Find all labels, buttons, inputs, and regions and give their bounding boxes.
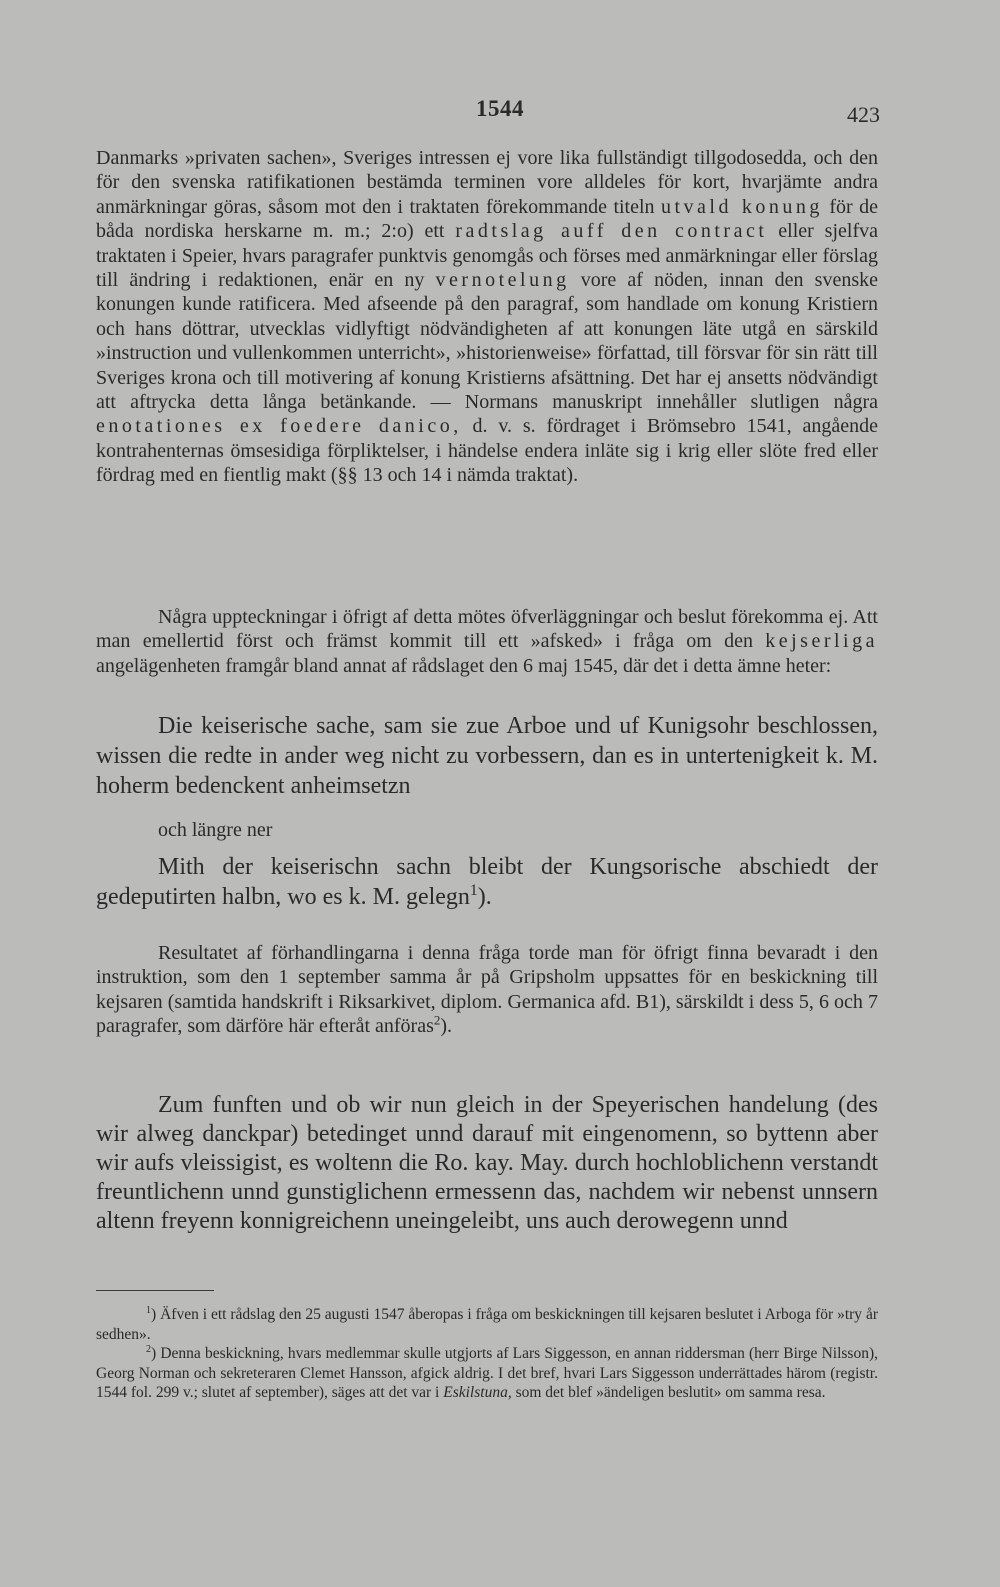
footnote-reference: 2 [433, 1012, 441, 1028]
footnote-text: som det blef »ändeligen beslutit» om samma resa. [511, 1384, 826, 1401]
text-run: Danmarks »privaten sachen», Sveriges intressen ej vore lika fullständigt tillgodosedda, och den för den svenska ratifikationen bestämda terminen vore alldeles för kort, hvarjämte andra anmärkningar göras, såsom mot den i traktaten förekommande titeln [96, 147, 878, 218]
footnote-1 [96, 1305, 878, 1344]
footnote-italic-text: Eskilstuna, [443, 1384, 512, 1401]
text-run: för de båda nordiska herskarne m. m.; 2:o) ett [96, 195, 879, 243]
quotation: Zum funften und ob wir nun gleich in der Speyerischen handelung (des wir alweg danckpar) betedinget unnd darauf mit eingenomenn, so byttenn aber wir aufs vleissigist, es woltenn die Ro. kay. May. durch hochloblichenn verstandt freuntlichenn unnd gunstiglichenn ermessenn das, nachdem wir nebenst unnsern altenn freyenn konnigreichenn uneingeleibt, uns auch derowegenn unnd [96, 1092, 878, 1234]
footnote-text: ) Äfven i ett rådslag den 25 augusti 1547 åberopas i fråga om beskickningen till kejsaren beslutet i Arboga för »try år sedhen». [96, 1306, 878, 1343]
spaced-text: radtslag auff den contract [455, 220, 768, 243]
paragraph [96, 605, 878, 678]
text-run: vore af nöden, innan den svenske konungen kunde ratificera. Med afseende på den paragraf, som handlade om konung Kristiern och hans döttrar, utvecklas vidlyftigt nödvändigheten af att konungen läte utgå en särskild »instruction und vullenkommen unterricht», »historienweise» författad, till försvar för sin rätt till Sveriges krona och till motivering af konung Kristierns afsättning. Det har ej ansetts nödvändigt att aftrycka detta långa betänkande. — Normans manuskript innehåller slutligen några [96, 269, 878, 414]
footnote-2 [96, 1344, 878, 1403]
footnote-text: ) Denna beskickning, hvars medlemmar skulle utgjorts af Lars Siggesson, en annan riddersman (herr Birge Nilsson), Georg Norman och sekreteraren Clemet Hansson, afgick aldrig. I det bref, hvari Lars Siggesson underrättades härom (registr. 1544 fol. 299 v.; slutet af september), säges att det var i [96, 1345, 878, 1401]
quote-block-2 [96, 852, 878, 912]
spaced-text: utvald konung [661, 195, 823, 218]
footnote-divider [96, 1290, 214, 1291]
quote-block-1 [96, 711, 878, 801]
text-run: Några uppteckningar i öfrigt af detta mötes öfverläggningar och beslut förekomma ej. Att man emellertid först och främst kommit till ett »afsked» i fråga om den [96, 606, 878, 653]
footnote-marker: 1 [146, 1304, 152, 1316]
quote-block-3 [96, 1091, 878, 1236]
connector-block [96, 818, 878, 842]
footnote-reference: 1 [469, 882, 478, 899]
body-text-2 [96, 605, 878, 678]
paragraph [96, 941, 878, 1039]
text-run: ). [477, 884, 492, 910]
quotation [96, 852, 878, 912]
footnote-marker: 2 [146, 1343, 152, 1355]
quotation: Die keiserische sache, sam sie zue Arboe und uf Kunigsohr beschlossen, wissen die redte in ander weg nicht zu vorbessern, dan es in untertenigkeit k. M. hoherm bedenckent anheimsetzn [96, 713, 878, 799]
connector-text: och längre ner [158, 819, 273, 841]
text-run: ). [440, 1015, 453, 1038]
body-text-3 [96, 941, 878, 1039]
text-run: d. v. s. fördraget i Brömsebro 1541, angående kontrahenternas ömsesidiga förpliktelser, i händelse endera inläte sig i krig eller slöte fred eller fördrag med en fientlig makt (§§ 13 och 14 i nämda traktat). [96, 415, 878, 487]
body-text-1 [96, 146, 878, 488]
spaced-text: enotationes ex foedere danico, [96, 415, 462, 438]
spaced-text: kejserliga [765, 630, 878, 653]
text-run: Mith der keiserischn sachn bleibt der Kungsorische abschiedt der gedeputirten halbn, wo es k. M. gelegn [96, 854, 878, 910]
paragraph-continuation [96, 146, 878, 488]
footnotes [96, 1305, 878, 1403]
text-run: eller sjelfva traktaten i Speier, hvars paragrafer punktvis genomgås och förses med anmärkningar eller förslag till ändring i redaktionen, enär en ny [96, 220, 878, 292]
text-run: angelägenheten framgår bland annat af rådslaget den 6 maj 1545, där det i detta ämne heter: [96, 654, 832, 677]
text-run: Resultatet af förhandlingarna i denna fråga torde man för öfrigt finna bevaradt i den instruktion, som den 1 september samma år på Gripsholm uppsattes för en beskickning till kejsaren (samtida handskrift i Riksarkivet, diplom. Germanica afd. B1), särskildt i dess 5, 6 och 7 paragrafer, som därföre här efteråt anföras [96, 942, 878, 1038]
running-head-year: 1544 [476, 96, 524, 121]
spaced-text: vernotelung [435, 269, 570, 292]
page-number: 423 [847, 102, 880, 127]
